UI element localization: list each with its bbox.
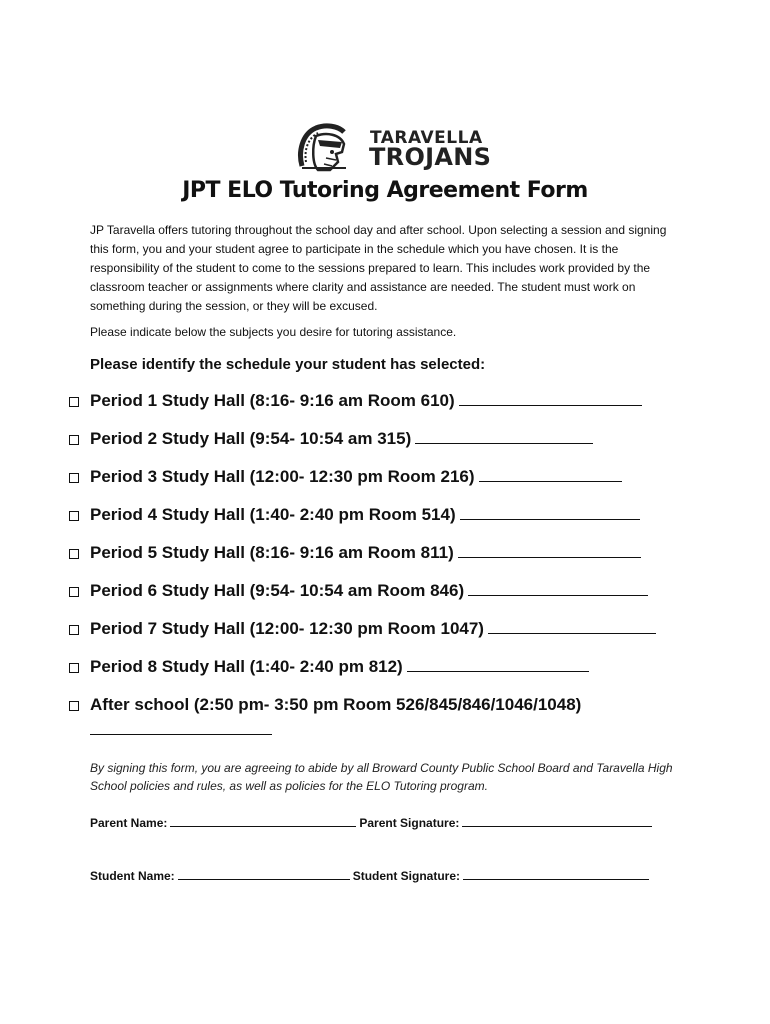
checkbox[interactable] — [69, 587, 79, 597]
option-label: Period 7 Study Hall (12:00- 12:30 pm Room 1047) — [90, 619, 484, 638]
option-label: Period 1 Study Hall (8:16- 9:16 am Room 610) — [90, 391, 455, 410]
student-signature-field[interactable] — [463, 868, 649, 880]
trojan-helmet-icon — [296, 122, 356, 174]
student-name-label: Student Name: — [90, 869, 175, 883]
option-period-3[interactable] — [0, 466, 770, 490]
option-label: Period 8 Study Hall (1:40- 2:40 pm 812) — [90, 657, 403, 676]
option-period-8[interactable] — [0, 656, 770, 680]
option-period-5[interactable] — [0, 542, 770, 566]
blank-line[interactable] — [460, 505, 640, 520]
parent-signature-field[interactable] — [462, 815, 652, 827]
option-label: Period 6 Study Hall (9:54- 10:54 am Room 846) — [90, 581, 465, 600]
parent-name-label: Parent Name: — [90, 816, 168, 830]
option-period-2[interactable] — [0, 428, 770, 452]
parent-signature-label: Parent Signature: — [359, 816, 460, 830]
option-after-school[interactable] — [0, 694, 770, 718]
checkbox[interactable] — [69, 549, 79, 559]
option-label: Period 3 Study Hall (12:00- 12:30 pm Room 216) — [90, 467, 475, 486]
checkbox[interactable] — [69, 625, 79, 635]
checkbox[interactable] — [69, 397, 79, 407]
option-label: Period 4 Study Hall (1:40- 2:40 pm Room 514) — [90, 505, 456, 524]
blank-line[interactable] — [407, 657, 589, 672]
agreement-statement: By signing this form, you are agreeing to abide by all Broward County Public School Board and Taravella High School policies and rules, as well as policies for the ELO Tutoring program. — [90, 761, 673, 793]
school-logo — [296, 122, 492, 174]
blank-line[interactable] — [458, 543, 641, 558]
student-name-field[interactable] — [178, 868, 350, 880]
blank-line[interactable] — [488, 619, 656, 634]
parent-signature-row — [90, 815, 655, 830]
checkbox[interactable] — [69, 701, 79, 711]
checkbox[interactable] — [69, 473, 79, 483]
option-period-7[interactable] — [0, 618, 770, 642]
option-period-6[interactable] — [0, 580, 770, 604]
option-label: Period 5 Study Hall (8:16- 9:16 am Room 811) — [90, 543, 454, 562]
option-label: Period 2 Study Hall (9:54- 10:54 am 315) — [90, 429, 412, 448]
intro-paragraph: JP Taravella offers tutoring throughout the school day and after school. Upon selecting a session and signing this form, you and your student agree to participate in the schedule which you have chosen. It is the responsibility of the student to come to the sessions prepared to learn. This includes work provided by the classroom teacher or assignments where clarity and assistance are needed. The student must work on something during the session, or they will be excused. — [90, 223, 667, 313]
blank-line[interactable] — [468, 581, 648, 596]
schedule-heading: Please identify the schedule your student has selected: — [90, 356, 486, 373]
checkbox[interactable] — [69, 435, 79, 445]
option-period-4[interactable] — [0, 504, 770, 528]
option-label: After school (2:50 pm- 3:50 pm Room 526/845/846/1046/1048) — [90, 695, 582, 714]
parent-name-field[interactable] — [170, 815, 356, 827]
checkbox[interactable] — [69, 663, 79, 673]
blank-line[interactable] — [415, 429, 593, 444]
student-signature-label: Student Signature: — [352, 869, 461, 883]
blank-line[interactable] — [90, 734, 272, 735]
logo-line-2: TROJANS — [369, 143, 492, 171]
blank-line[interactable] — [459, 391, 642, 406]
indicate-instruction: Please indicate below the subjects you desire for tutoring assistance. — [90, 325, 457, 339]
logo-line-1: TARAVELLA — [370, 128, 483, 148]
option-period-1[interactable] — [0, 390, 770, 414]
checkbox[interactable] — [69, 511, 79, 521]
blank-line[interactable] — [479, 467, 622, 482]
page-title: JPT ELO Tutoring Agreement Form — [182, 178, 588, 203]
student-signature-row — [90, 868, 652, 883]
